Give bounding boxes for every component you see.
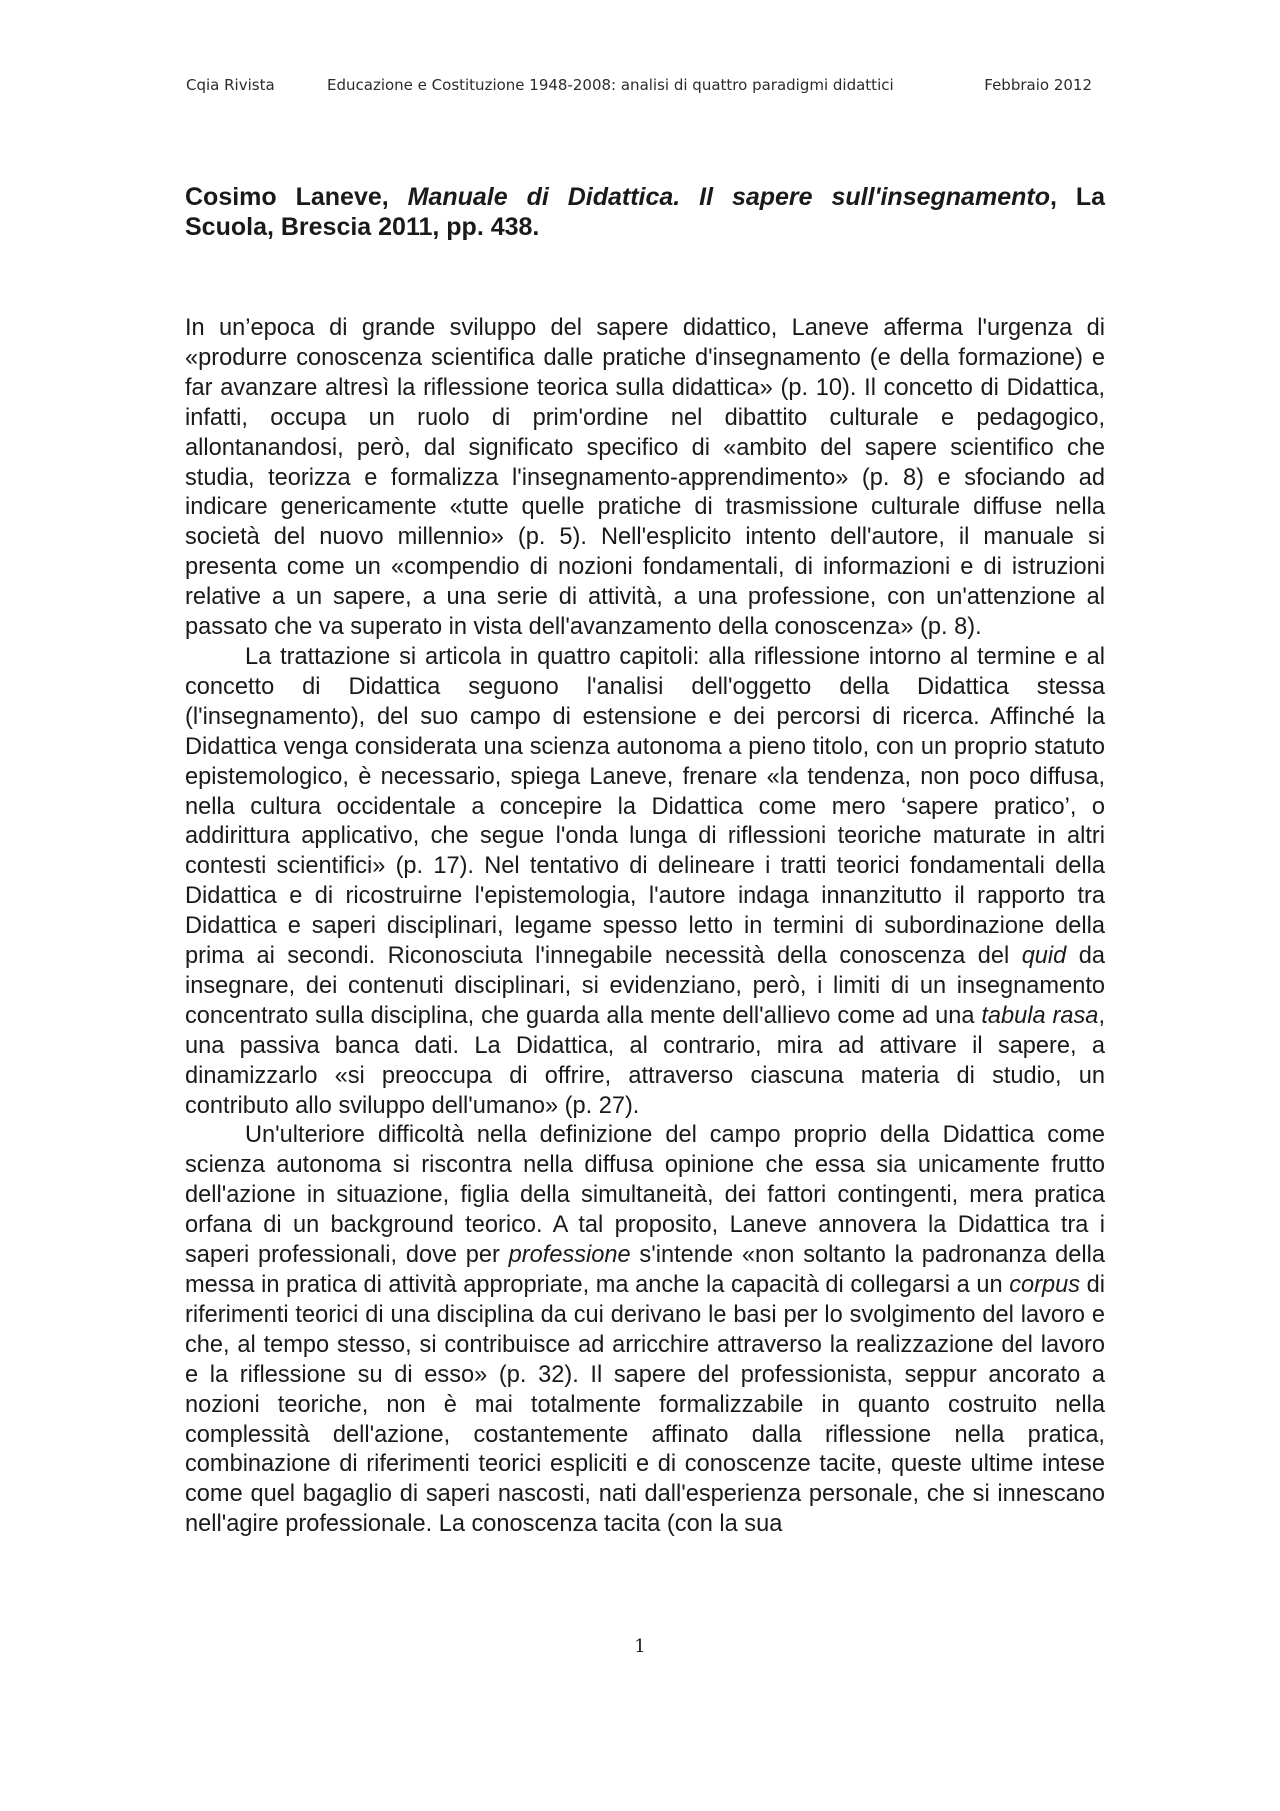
paragraph-2-part-1: La trattazione si articola in quattro capitoli: alla riflessione intorno al termine e al concetto di Didattica seguono l'analisi dell'oggetto della Didattica stessa (l'insegnamento), del suo campo di estensione e dei percorsi di ricerca. Affinché la Didattica venga considerata una scienza autonoma a pieno titolo, con un proprio statuto epistemologico, è necessario, spiega Laneve, frenare «la tendenza, non poco diffusa, nella cultura occidentale a concepire la Didattica come mero ‘sapere pratico’, o addirittura applicativo, che segue l'onda lunga di riflessioni teoriche maturate in altri contesti scientifici» (p. 17). Nel tentativo di delineare i tratti teorici fondamentali della Didattica e di ricostruirne l'epistemologia, l'autore indaga innanzitutto il rapporto tra Didattica e saperi disciplinari, legame spesso letto in termini di subordinazione della prima ai secondi. Riconosciuta l'innegabile necessità della conoscenza del <box>185 643 1105 970</box>
running-header <box>186 76 1092 100</box>
paragraph-3-part-2: s'intende «non soltanto la padronanza della messa in pratica di attività appropriate, ma anche la capacità di collegarsi a un <box>185 1242 1106 1298</box>
paragraph-2-part-3: , una passiva banca dati. La Didattica, al contrario, mira ad attivare il sapere, a dinamizzarlo «si preoccupa di offrire, attraverso ciascuna materia di studio, un contributo allo sviluppo dell'umano» (p. 27). <box>185 1002 1105 1119</box>
paragraph-2-italic-1: quid <box>1021 943 1067 970</box>
title-publication: , La Scuola, Brescia 2011, pp. 438. <box>185 183 1106 241</box>
title-book: Manuale di Didattica. Il sapere sull'insegnamento <box>407 183 1050 211</box>
paragraph-3-italic-1: professione <box>508 1242 631 1269</box>
paragraph-2 <box>185 643 1105 1122</box>
header-date: Febbraio 2012 <box>984 76 1092 94</box>
page-number: 1 <box>634 1636 646 1657</box>
paragraph-3-part-1: Un'ulteriore difficoltà nella definizione del campo proprio della Didattica come scienza autonoma si riscontra nella diffusa opinione che essa sia unicamente frutto dell'azione in situazione, figlia della simultaneità, dei fattori contingenti, mera pratica orfana di un background teorico. A tal proposito, Laneve annovera la Didattica tra i saperi professionali, dove per <box>185 1122 1105 1269</box>
paragraph-2-part-2: da insegnare, dei contenuti disciplinari, si evidenziano, però, i limiti di un insegnamento concentrato sulla disciplina, che guarda alla mente dell'allievo come ad una <box>185 943 1105 1029</box>
paragraph-1: In un’epoca di grande sviluppo del sapere didattico, Laneve afferma l'urgenza di «produrre conoscenza scientifica dalle pratiche d'insegnamento (e della formazione) e far avanzare altresì la riflessione teorica sulla didattica» (p. 10). Il concetto di Didattica, infatti, occupa un ruolo di prim'ordine nel dibattito culturale e pedagogico, allontanandosi, però, dal significato specifico di «ambito del sapere scientifico che studia, teorizza e formalizza l'insegnamento-apprendimento» (p. 8) e sfociando ad indicare genericamente «tutte quelle pratiche di trasmissione culturale diffuse nella società del nuovo millennio» (p. 5). Nell'esplicito intento dell'autore, il manuale si presenta come un «compendio di nozioni fondamentali, di informazioni e di istruzioni relative a un sapere, a una serie di attività, a una professione, con un'attenzione al passato che va superato in vista dell'avanzamento della conoscenza» (p. 8). <box>185 315 1105 641</box>
review-title <box>185 182 1105 242</box>
review-body <box>185 314 1105 1540</box>
header-article-title: Educazione e Costituzione 1948-2008: analisi di quattro paradigmi didattici <box>327 76 894 94</box>
paragraph-3 <box>185 1121 1105 1540</box>
title-author: Cosimo Laneve, <box>185 183 408 211</box>
paragraph-2-italic-2: tabula rasa <box>981 1002 1099 1029</box>
header-journal-name: Cqia Rivista <box>186 76 275 94</box>
paragraph-3-italic-2: corpus <box>1009 1272 1081 1298</box>
paragraph-3-part-3: di riferimenti teorici di una disciplina da cui derivano le basi per lo svolgimento del lavoro e che, al tempo stesso, si contribuisce ad arricchire attraverso la realizzazione del lavoro e la riflessione su di esso» (p. 32). Il sapere del professionista, seppur ancorato a nozioni teoriche, non è mai totalmente formalizzabile in quanto costruito nella complessità dell'azione, costantemente affinato dalla riflessione nella pratica, combinazione di riferimenti teorici espliciti e di conoscenze tacite, queste ultime intese come quel bagaglio di saperi nascosti, nati dall'esperienza personale, che si innescano nell'agire professionale. La conoscenza tacita (con la sua <box>185 1272 1105 1538</box>
page-content <box>185 182 1105 1540</box>
